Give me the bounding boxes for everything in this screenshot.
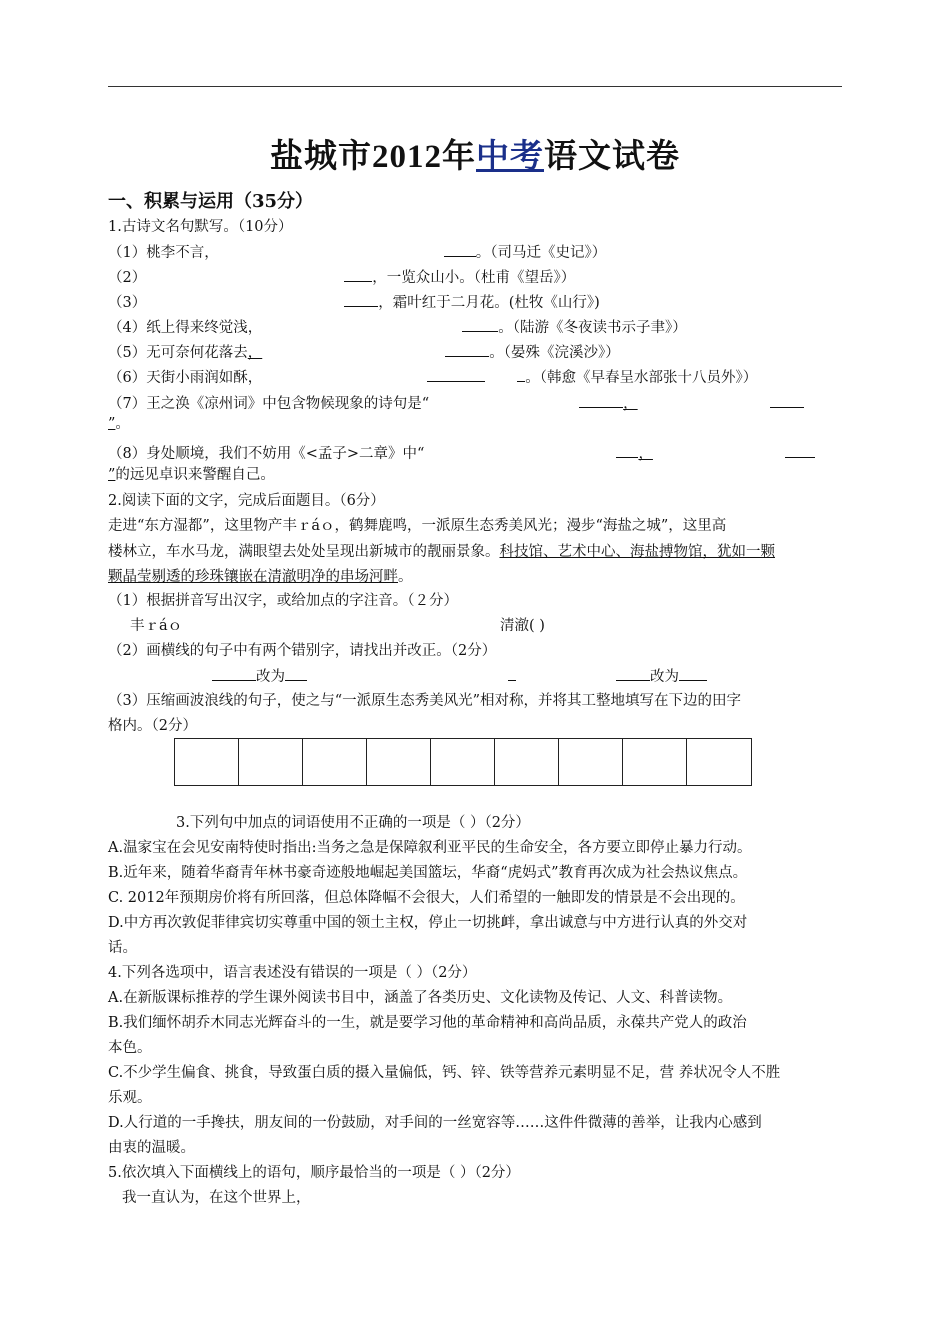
title-prefix: 盐城市2012年 xyxy=(270,139,476,175)
section-heading: 一、积累与运用（35分） xyxy=(108,191,314,212)
q2-sub1-item-a: 丰ｒáｏ xyxy=(130,618,183,634)
q1-line-7-end: ”。 xyxy=(108,416,130,432)
q1-line-2: （2） ，一览众山小。（杜甫《望岳》） xyxy=(108,267,575,288)
q2-sub2: （2）画横线的句子中有两个错别字，请找出并改正。（2分） xyxy=(108,643,497,659)
grid-cell[interactable] xyxy=(367,739,431,785)
q2-passage-3: 颗晶莹剔透的珍珠镶嵌在清澈明净的串场河畔。 xyxy=(108,569,413,585)
answer-grid[interactable] xyxy=(174,738,752,786)
q1-line-8-end: ”的远见卓识来警醒自己。 xyxy=(108,467,275,483)
title-suffix: 语文试卷 xyxy=(544,139,680,175)
q4-option-d-cont: 由衷的温暖。 xyxy=(108,1140,195,1156)
q1-line-5: （5）无可奈何花落去， 。（晏殊《浣溪沙》） xyxy=(108,342,620,363)
q4-option-c-cont: 乐观。 xyxy=(108,1090,152,1106)
q1-line-1: （1）桃李不言， 。（司马迁《史记》） xyxy=(108,242,606,263)
q1-line-6: （6）天街小雨润如酥， 。（韩愈《早春呈水部张十八员外》） xyxy=(108,367,757,388)
grid-cell[interactable] xyxy=(175,739,239,785)
grid-cell[interactable] xyxy=(303,739,367,785)
q2-passage-2: 楼林立，车水马龙，满眼望去处处呈现出新城市的靓丽景象。科技馆、艺术中心、海盐搏物馆，犹如一颗 xyxy=(108,544,775,560)
q1-line-4: （4）纸上得来终觉浅， 。（陆游《冬夜读书示子聿》） xyxy=(108,317,687,338)
q2-stem: 2.阅读下面的文字，完成后面题目。（6分） xyxy=(108,493,385,509)
q4-option-c: C.不少学生偏食、挑食，导致蛋白质的摄入量偏低，钙、锌、铁等营养元素明显不足，营 养状况令人不胜 xyxy=(108,1065,781,1081)
title-link-zhongkao[interactable]: 中考 xyxy=(476,139,544,175)
q3-option-b: B.近年来，随着华裔青年林书豪奇迹般地崛起美国篮坛，华裔“虎妈式”教育再次成为社会热议焦点。 xyxy=(108,865,748,881)
q1-line-7: （7）王之涣《凉州词》中包含物候现象的诗句是“ ， xyxy=(108,393,804,414)
q5-stem: 5.依次填入下面横线上的语句，顺序最恰当的一项是（ ）（2分） xyxy=(108,1165,520,1181)
q1-line-3: （3） ，霜叶红于二月花。(杜牧《山行》) xyxy=(108,292,600,313)
grid-cell[interactable] xyxy=(431,739,495,785)
q2-sub1-item-b: 清澈( ) xyxy=(500,618,545,634)
grid-cell[interactable] xyxy=(687,739,751,785)
q2-sub3-line-1: （3）压缩画波浪线的句子，使之与“一派原生态秀美风光”相对称，并将其工整地填写在下边的田字 xyxy=(108,693,742,709)
q3-option-c: C. 2012年预期房价将有所回落，但总体降幅不会很大，人们希望的一触即发的情景是不会出现的。 xyxy=(108,890,745,906)
q5-line-1: 我一直认为，在这个世界上， xyxy=(122,1190,311,1206)
q2-sub2-answer-1: 改为 xyxy=(212,666,307,687)
grid-cell[interactable] xyxy=(239,739,303,785)
q4-stem: 4.下列各选项中，语言表述没有错误的一项是（ ）（2分） xyxy=(108,965,477,981)
header-rule xyxy=(108,86,842,87)
q4-option-b: B.我们缅怀胡乔木同志光辉奋斗的一生，就是要学习他的革命精神和高尚品质，永葆共产党人的政治 xyxy=(108,1015,747,1031)
q3-stem: 3.下列句中加点的词语使用不正确的一项是（ ）（2分） xyxy=(176,815,530,831)
q3-option-a: A.温家宝在会见安南特使时指出:当务之急是保障叙利亚平民的生命安全，各方要立即停止暴力行动。 xyxy=(108,840,752,856)
q4-option-b-cont: 本色。 xyxy=(108,1040,152,1056)
q3-option-d-cont: 话。 xyxy=(108,940,137,956)
grid-cell[interactable] xyxy=(623,739,687,785)
exam-title xyxy=(0,130,950,177)
grid-cell[interactable] xyxy=(495,739,559,785)
q2-sub1: （1）根据拼音写出汉字，或给加点的字注音。（２分） xyxy=(108,593,458,609)
q2-sub2-answer-2: 改为 xyxy=(508,666,707,687)
q4-option-d: D.人行道的一手搀扶，朋友间的一份鼓励，对手间的一丝宽容等……这件件微薄的善举，让我内心感到 xyxy=(108,1115,762,1131)
q3-option-d: D.中方再次敦促菲律宾切实尊重中国的领土主权，停止一切挑衅，拿出诚意与中方进行认真的外交对 xyxy=(108,915,748,931)
q2-passage-1: 走进“东方湿都”，这里物产丰ｒáｏ，鹤舞鹿鸣，一派原生态秀美风光；漫步“海盐之城”，这里高 xyxy=(108,518,727,534)
q2-sub3-line-2: 格内。（2分） xyxy=(108,718,197,734)
grid-cell[interactable] xyxy=(559,739,623,785)
q1-line-8: （8）身处顺境，我们不妨用《<孟子>二章》中“ ， xyxy=(108,443,815,464)
q1-stem: 1.古诗文名句默写。（10分） xyxy=(108,219,293,235)
q4-option-a: A.在新版课标推荐的学生课外阅读书目中，涵盖了各类历史、文化读物及传记、人文、科普读物。 xyxy=(108,990,733,1006)
